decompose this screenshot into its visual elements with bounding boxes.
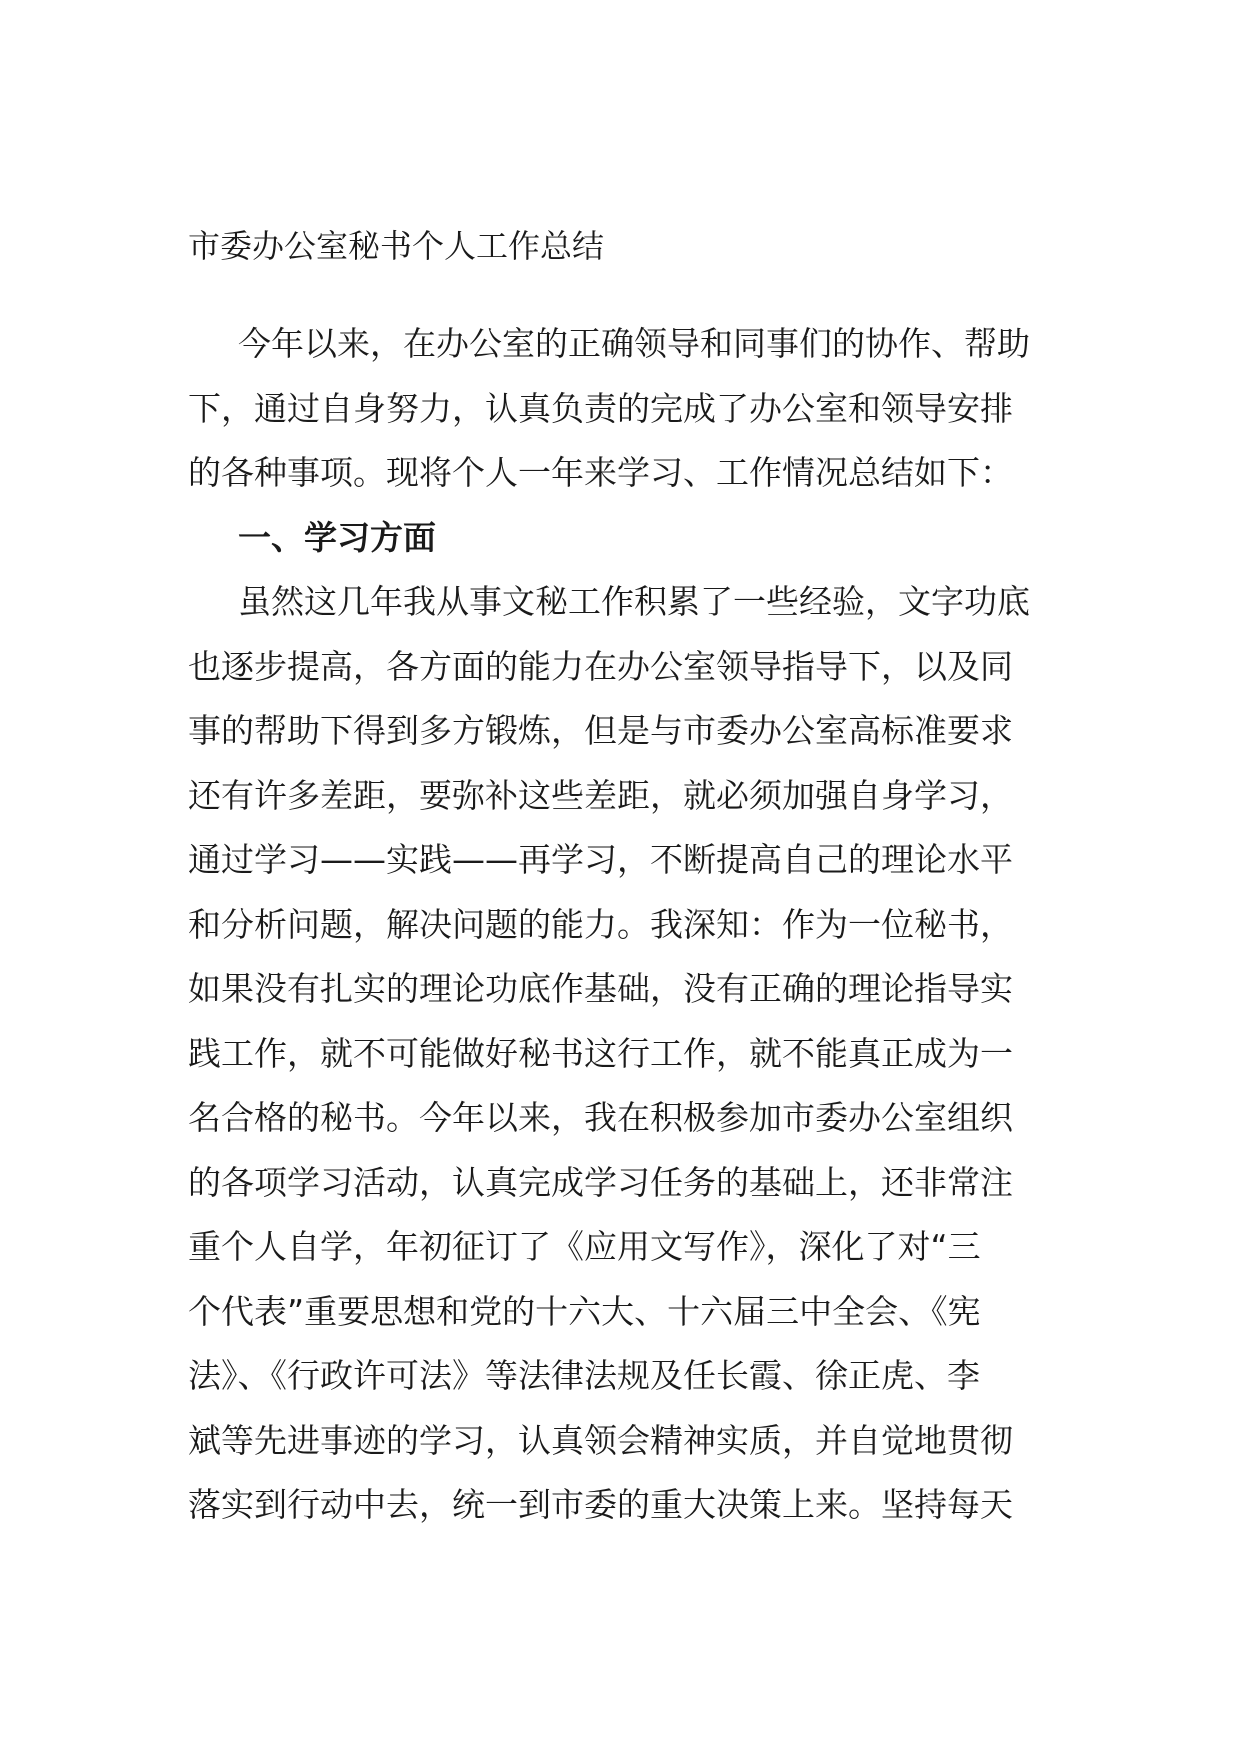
paragraph-line: 还有许多差距，要弥补这些差距，就必须加强自身学习，: [188, 775, 1013, 815]
paragraph-line: 个代表”重要思想和党的十六大、十六届三中全会、《宪: [188, 1291, 981, 1331]
paragraph-line: 重个人自学，年初征订了《应用文写作》，深化了对“三: [188, 1227, 981, 1266]
paragraph-line: 和分析问题，解决问题的能力。我深知：作为一位秘书，: [188, 904, 1013, 944]
paragraph-line: 事的帮助下得到多方锻炼，但是与市委办公室高标准要求: [188, 711, 1013, 750]
paragraph-line: 虽然这几年我从事文秘工作积累了一些经验，文字功底: [238, 582, 1030, 621]
document-body: [188, 312, 1056, 1538]
paragraph-line: 下，通过自身努力，认真负责的完成了办公室和领导安排: [188, 388, 1013, 428]
paragraph-line: 的各种事项。现将个人一年来学习、工作情况总结如下：: [188, 453, 1013, 492]
paragraph-line: 也逐步提高，各方面的能力在办公室领导指导下，以及同: [188, 646, 1013, 686]
paragraph-line: 法》、《行政许可法》等法律法规及任长霞、徐正虎、李: [188, 1356, 980, 1395]
document-title: 市委办公室秘书个人工作总结: [188, 227, 605, 265]
paragraph-line: 今年以来，在办公室的正确领导和同事们的协作、帮助: [238, 324, 1030, 363]
paragraph-line: 践工作，就不可能做好秘书这行工作，就不能真正成为一: [188, 1033, 1013, 1073]
paragraph-line: 斌等先进事迹的学习，认真领会精神实质，并自觉地贯彻: [188, 1420, 1013, 1460]
paragraph-line: 名合格的秘书。今年以来，我在积极参加市委办公室组织: [188, 1098, 1013, 1137]
paragraph-line: 如果没有扎实的理论功底作基础，没有正确的理论指导实: [188, 969, 1013, 1008]
paragraph-line: 的各项学习活动，认真完成学习任务的基础上，还非常注: [188, 1162, 1013, 1202]
paragraph-line: 通过学习——实践——再学习，不断提高自己的理论水平: [188, 840, 1013, 879]
section-heading: 一、学习方面: [238, 517, 436, 557]
paragraph-line: 落实到行动中去，统一到市委的重大决策上来。坚持每天: [188, 1485, 1013, 1524]
